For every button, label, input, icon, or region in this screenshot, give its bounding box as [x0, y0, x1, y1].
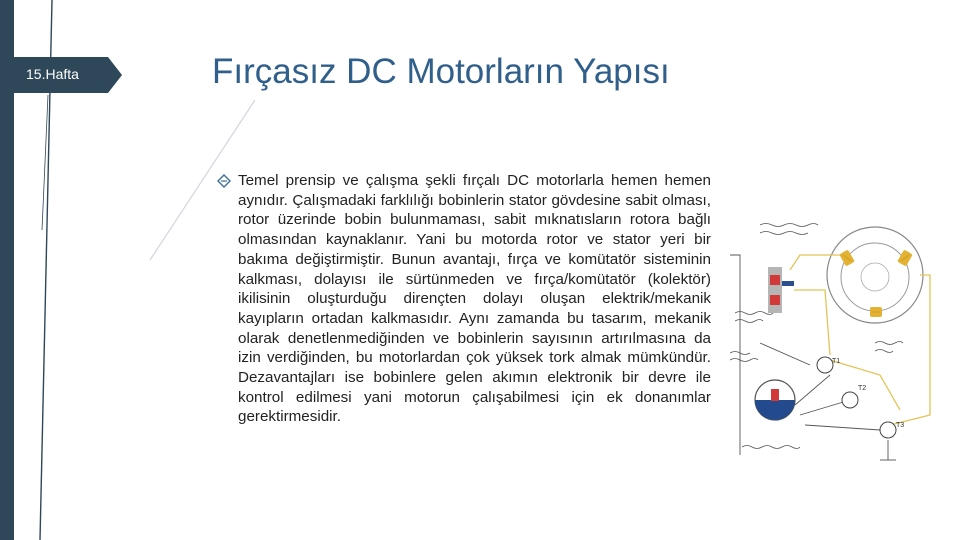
- week-tag: [14, 57, 122, 93]
- slide-title: Fırçasız DC Motorların Yapısı: [212, 52, 670, 91]
- body-paragraph: Temel prensip ve çalışma şekli fırçalı DC motorlarla hemen hemen aynıdır. Çalışmadaki farklılığı bobinlerin stator gövdesine sabit olması, rotor üzerinde bobin bulunmaması, sabit mıknatısların rotora bağlı olmasından kaynaklanır. Yani bu motorda rotor ve stator yeri bir bakıma değiştirmiştir. Bunun avantajı, fırça ve komütatör sisteminin kalkması, dolayısı ile sürtünmeden ve fırça/komütatör (kolektör) ikilisinin oluşturduğu dirençten dolayı oluşan elektrik/mekanik kayıpların ortadan kalkmasıdır. Aynı zamanda bu tasarım, mekanik olarak denetlenmediğinden ve bobinlerin sayısının artırılmasına da izin verdiğinden, bu motorlardan çok yüksek tork almak mümkündür. Dezavantajları ise bobinlere gelen akımın elektronik bir devre ile kontrol edilmesi yani motorun çalışabilmesi için ek donanımlar gerektirmesidir.: [238, 172, 711, 426]
- transistor-t3-label: T3: [896, 422, 905, 429]
- transistor-t2-label: T2: [858, 385, 867, 392]
- week-label: 15.Hafta: [26, 66, 79, 82]
- transistor-t1-label: T1: [832, 358, 841, 365]
- bldc-motor-diagram: [730, 215, 940, 465]
- diamond-bullet-icon: [217, 174, 231, 188]
